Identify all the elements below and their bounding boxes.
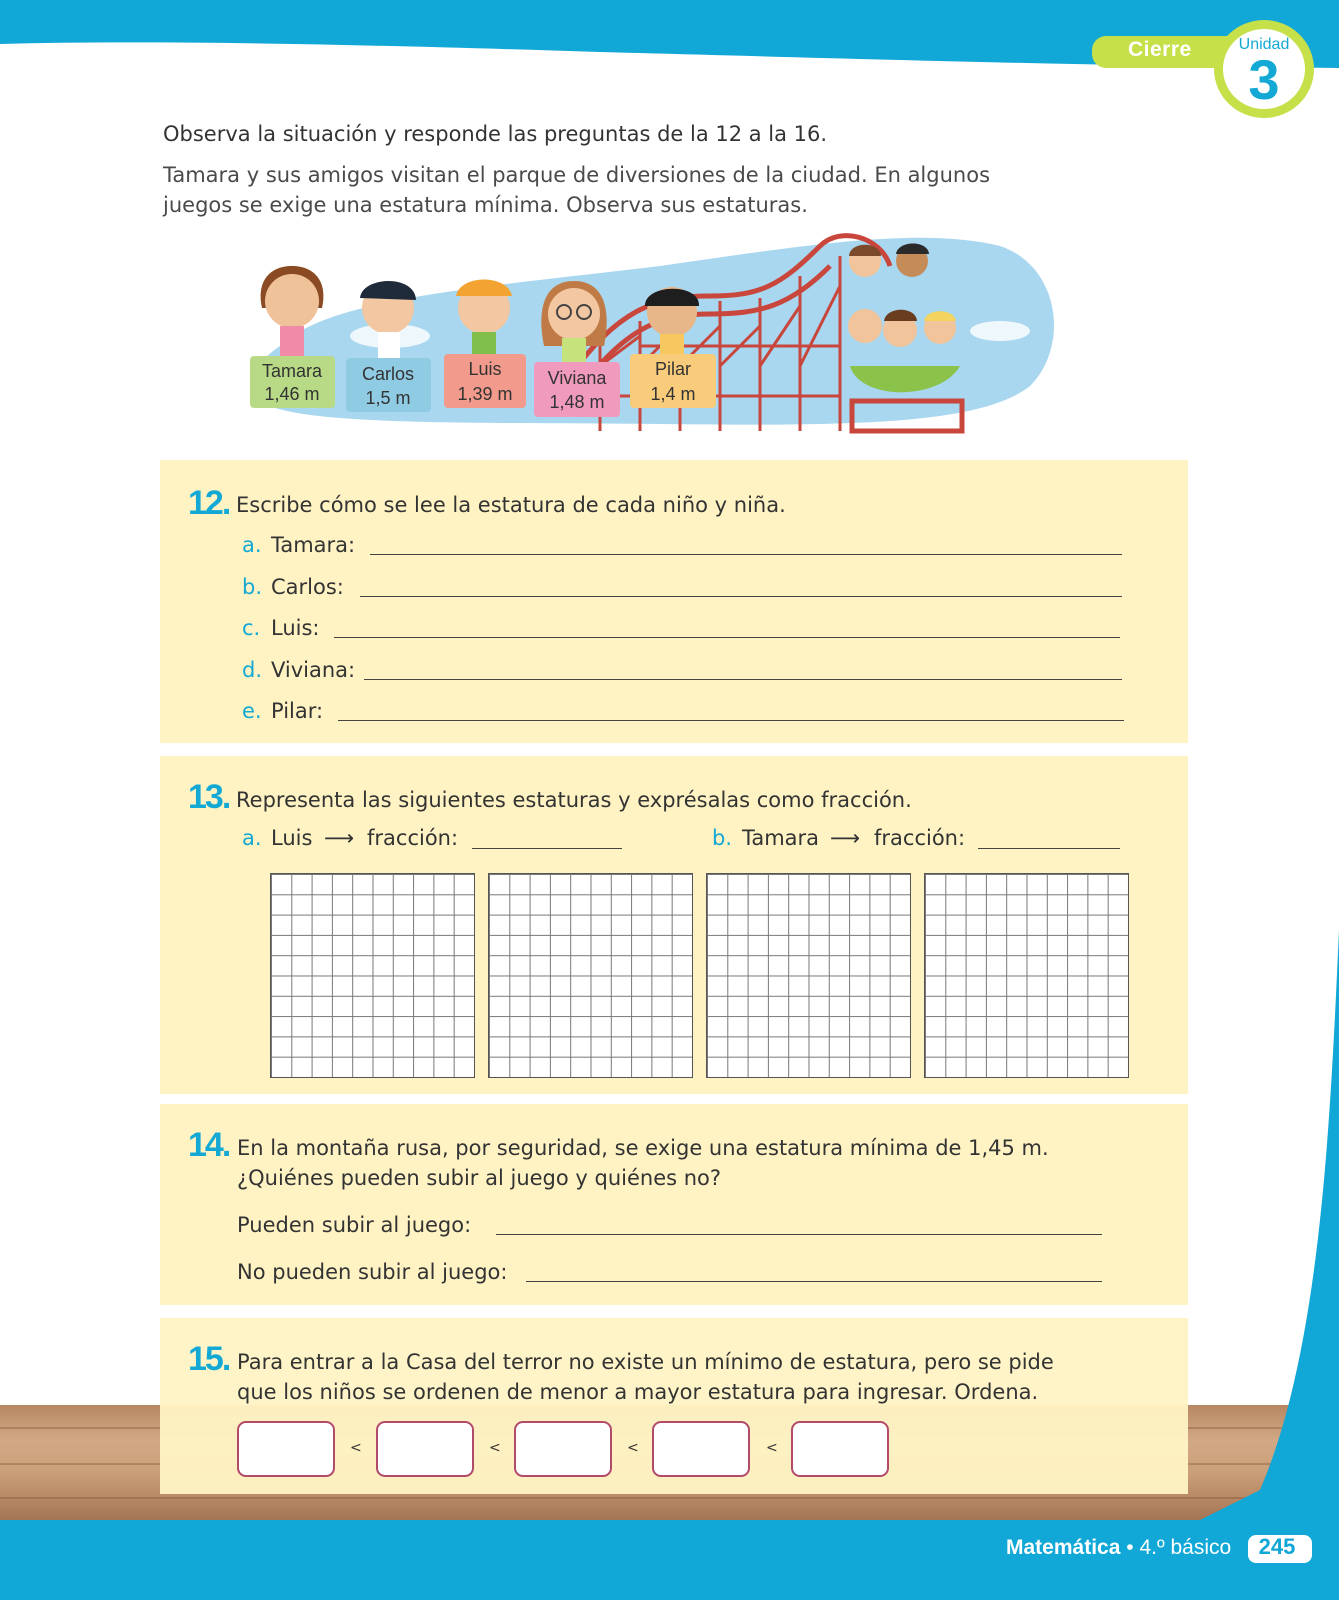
hundred-grid[interactable]	[270, 873, 475, 1078]
answer-line-pilar[interactable]	[338, 720, 1124, 721]
item-letter: d.	[242, 658, 263, 682]
unit-badge	[1214, 20, 1314, 118]
amusement-park-illustration	[240, 226, 1055, 441]
name-card-height: 1,4 m	[650, 384, 696, 404]
question-14-line-2: ¿Quiénes pueden subir al juego y quiénes no?	[237, 1166, 722, 1190]
item-letter: b.	[242, 575, 263, 599]
name-card	[346, 358, 431, 412]
order-box[interactable]	[237, 1421, 335, 1477]
item-letter: a.	[242, 533, 262, 557]
fraction-answer-tamara[interactable]	[978, 848, 1120, 849]
answer-line-luis[interactable]	[334, 637, 1120, 638]
name-card	[630, 354, 716, 408]
order-box[interactable]	[376, 1421, 474, 1477]
question-15-line-2: que los niños se ordenen de menor a mayor estatura para ingresar. Ordena.	[237, 1380, 1039, 1404]
section-label: Cierre	[1128, 38, 1192, 61]
name-card-height: 1,5 m	[365, 388, 411, 408]
item-label: Carlos:	[271, 575, 344, 599]
question-14-number: 14.	[188, 1126, 230, 1164]
answer-line-viviana[interactable]	[364, 679, 1122, 680]
name-card	[534, 362, 620, 417]
item-label: Tamara	[742, 826, 820, 850]
item-label: fracción:	[874, 826, 966, 850]
item-letter: a.	[242, 826, 262, 850]
arrow-icon: ⟶	[830, 826, 861, 850]
question-13-number: 13.	[188, 778, 230, 816]
name-card-name: Viviana	[547, 368, 607, 388]
name-card-name: Pilar	[654, 359, 692, 379]
name-card-height: 1,48 m	[549, 392, 605, 412]
name-card	[250, 356, 335, 408]
question-12-number: 12.	[188, 484, 230, 522]
cannot-ride-label: No pueden subir al juego:	[237, 1260, 508, 1284]
order-box[interactable]	[791, 1421, 889, 1477]
can-ride-answer-line[interactable]	[496, 1234, 1102, 1235]
name-card-name: Tamara	[261, 361, 323, 381]
unit-number: 3	[1248, 48, 1280, 111]
page-number: 245	[1258, 1534, 1296, 1559]
footer-grade: 4.º básico	[1139, 1536, 1232, 1559]
item-label: Pilar:	[271, 699, 324, 723]
name-card	[444, 354, 526, 408]
item-label: fracción:	[367, 826, 459, 850]
question-15-number: 15.	[188, 1340, 230, 1378]
answer-line-carlos[interactable]	[360, 596, 1122, 597]
cannot-ride-answer-line[interactable]	[526, 1281, 1102, 1282]
item-label: Viviana:	[271, 658, 356, 682]
name-card-name: Luis	[468, 359, 502, 379]
question-15-line-1: Para entrar a la Casa del terror no existe un mínimo de estatura, pero se pide	[237, 1350, 1054, 1374]
right-edge-decoration	[1180, 930, 1339, 1530]
unit-word: Unidad	[1238, 36, 1290, 53]
item-label: Luis	[271, 826, 313, 850]
item-label: Tamara:	[271, 533, 356, 557]
item-label: Luis:	[271, 616, 320, 640]
hundred-grid[interactable]	[924, 873, 1129, 1078]
item-letter: c.	[242, 616, 261, 640]
question-14-line-1: En la montaña rusa, por seguridad, se exige una estatura mínima de 1,45 m.	[237, 1136, 1049, 1160]
less-than-sign: <	[766, 1440, 778, 1456]
less-than-sign: <	[489, 1440, 501, 1456]
name-card-height: 1,46 m	[264, 384, 320, 404]
question-12-text: Escribe cómo se lee la estatura de cada niño y niña.	[236, 493, 786, 517]
item-letter: b.	[712, 826, 733, 850]
order-box[interactable]	[514, 1421, 612, 1477]
hundred-grid[interactable]	[488, 873, 693, 1078]
footer-text	[1006, 1536, 1231, 1560]
footer-dot: •	[1126, 1536, 1134, 1559]
intro-title: Observa la situación y responde las preguntas de la 12 a la 16.	[163, 122, 828, 146]
order-box[interactable]	[652, 1421, 750, 1477]
fraction-answer-luis[interactable]	[472, 848, 622, 849]
less-than-sign: <	[627, 1440, 639, 1456]
can-ride-label: Pueden subir al juego:	[237, 1213, 472, 1237]
footer-band	[0, 1520, 1339, 1600]
arrow-icon: ⟶	[324, 826, 355, 850]
item-letter: e.	[242, 699, 262, 723]
hundred-grid[interactable]	[706, 873, 911, 1078]
less-than-sign: <	[350, 1440, 362, 1456]
answer-line-tamara[interactable]	[370, 554, 1122, 555]
intro-body: Tamara y sus amigos visitan el parque de diversiones de la ciudad. En algunos juegos se exige una estatura mínima. Observa sus estaturas.	[163, 163, 991, 217]
name-card-height: 1,39 m	[457, 384, 513, 404]
question-13-text: Representa las siguientes estaturas y exprésalas como fracción.	[236, 788, 912, 812]
footer-subject: Matemática	[1006, 1536, 1121, 1559]
name-card-name: Carlos	[361, 364, 415, 384]
